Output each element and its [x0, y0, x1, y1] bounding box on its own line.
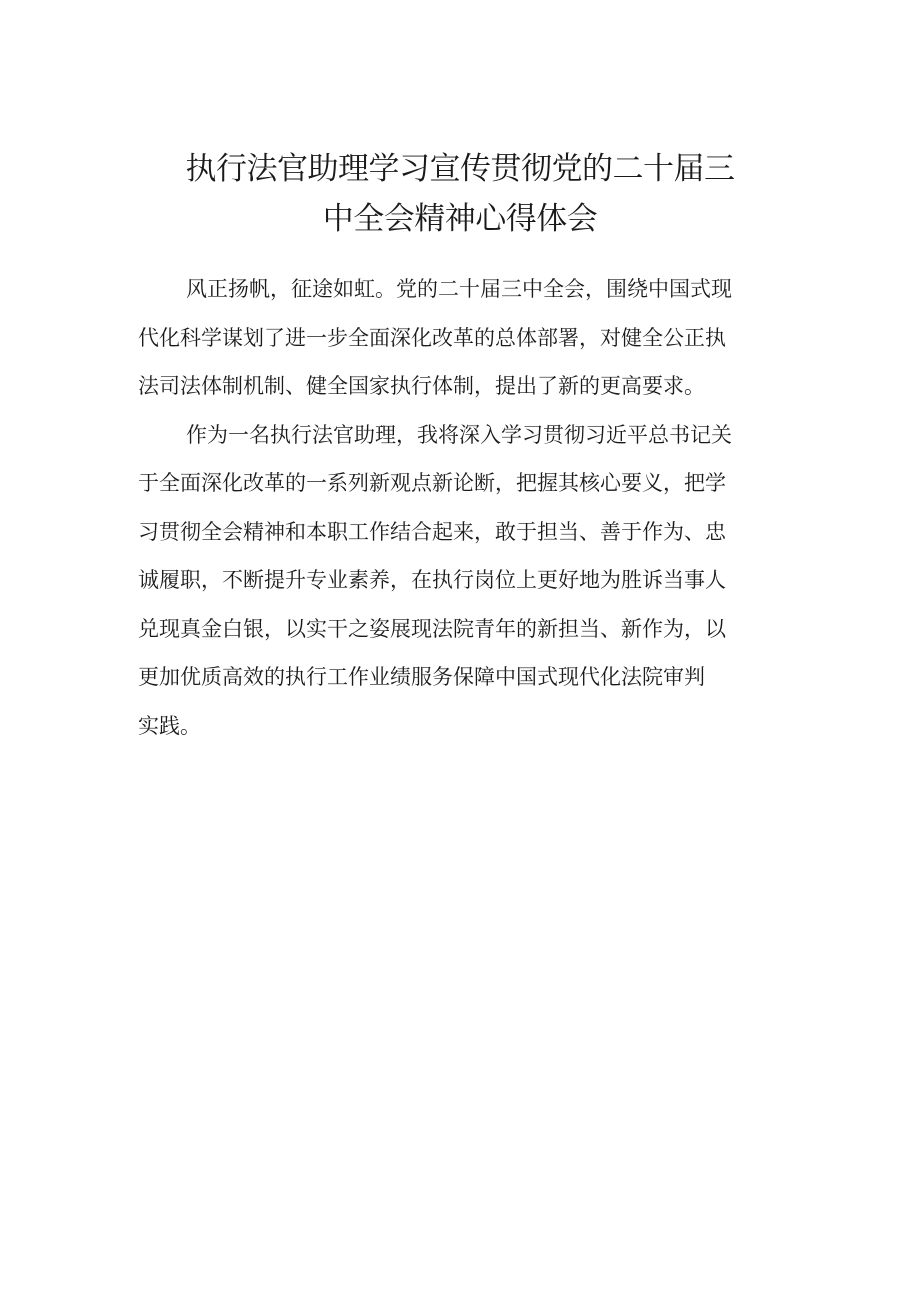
paragraph-line: 法司法体制机制、健全国家执行体制，提出了新的更高要求。	[138, 374, 705, 398]
article-body	[138, 265, 790, 750]
title-line-2: 中全会精神心得体会	[322, 201, 598, 237]
paragraph-2	[138, 411, 790, 751]
paragraph-line: 实践。	[138, 713, 201, 738]
paragraph-line: 作为一名执行法官助理，我将深入学习贯彻习近平总书记关	[186, 422, 732, 447]
paragraph-line: 习贯彻全会精神和本职工作结合起来，敢于担当、善于作为、忠	[138, 519, 726, 544]
paragraph-line: 诚履职，不断提升专业素养，在执行岗位上更好地为胜诉当事人	[138, 568, 726, 592]
paragraph-line: 代化科学谋划了进一步全面深化改革的总体部署，对健全公正执	[138, 325, 726, 350]
paragraph-1	[138, 265, 790, 411]
paragraph-line: 风正扬帆，征途如虹。党的二十届三中全会，围绕中国式现	[186, 277, 732, 301]
paragraph-line: 兑现真金白银，以实干之姿展现法院青年的新担当、新作为，以	[138, 616, 726, 641]
paragraph-line: 更加优质高效的执行工作业绩服务保障中国式现代化法院审判	[138, 665, 705, 689]
page-title	[0, 144, 920, 244]
paragraph-line: 于全面深化改革的一系列新观点新论断，把握其核心要义，把学	[138, 471, 726, 495]
title-line-1: 执行法官助理学习宣传贯彻党的二十届三	[185, 151, 735, 187]
